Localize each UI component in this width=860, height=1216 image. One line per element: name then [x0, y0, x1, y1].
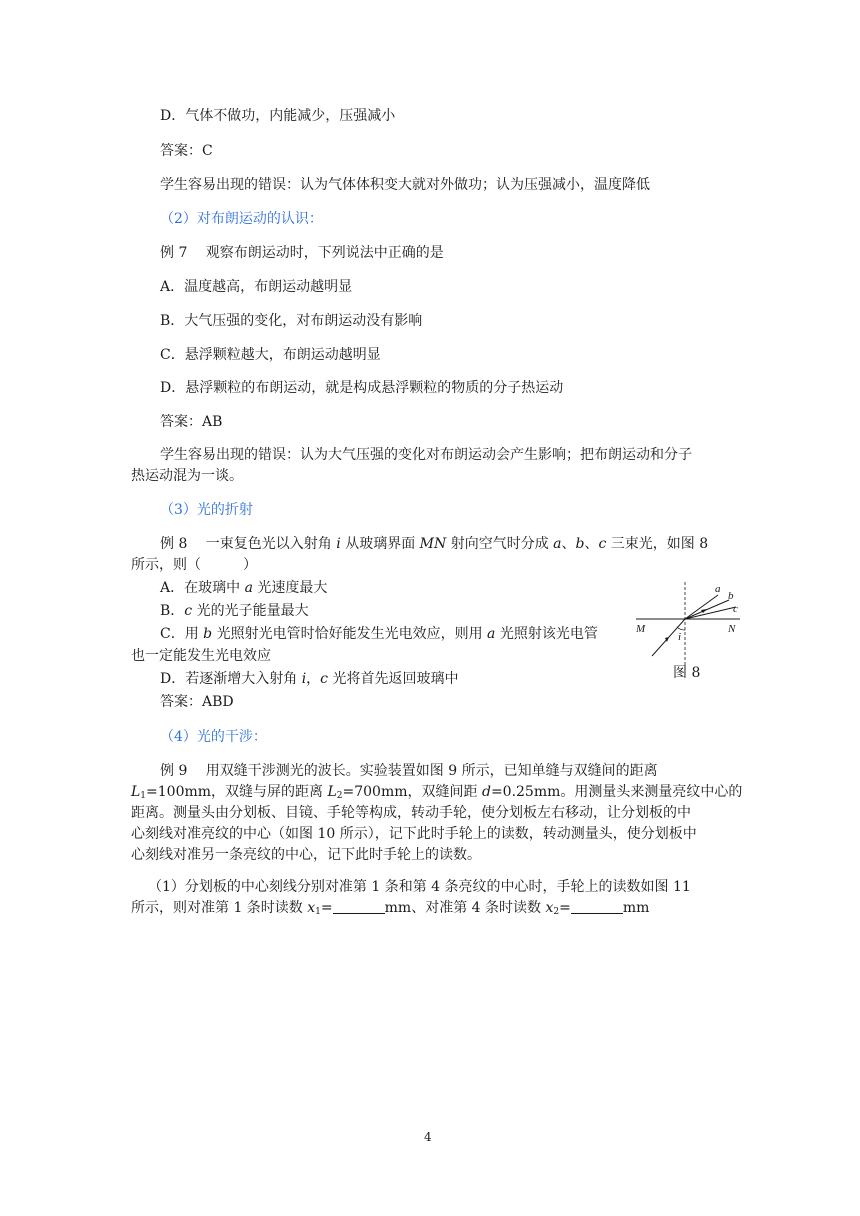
q8-option-text: A．在玻璃中	[160, 580, 245, 596]
q8-stem-text: 、	[584, 536, 599, 552]
section-heading-interference: （4）光的干涉：	[160, 729, 267, 745]
q9-subscript: 1	[140, 791, 147, 801]
ray-arrow-icon	[701, 609, 707, 613]
q9-line3: 距离。测量头由分划板、目镜、手轮等构成，转动手轮，使分划板左右移动，让分划板的中	[131, 805, 691, 821]
q8-option-var: i	[301, 671, 307, 687]
q9-text: mm	[622, 900, 650, 916]
q9-subscript: 2	[553, 907, 560, 917]
q8-var-i: i	[336, 536, 341, 552]
q9-text: =0.25mm。用测量头来测量亮纹中心的	[490, 784, 743, 800]
q8-option-d	[160, 669, 458, 689]
q9-var-x: x	[545, 900, 554, 916]
q9-line4: 心刻线对准亮纹的中心（如图 10 所示），记下此时手轮上的读数，转动测量头，使分划板中	[131, 826, 697, 842]
q9-text: =	[320, 900, 333, 916]
q8-option-text: 光速度最大	[252, 580, 328, 596]
q7-stem: 例 7 观察布朗运动时，下列说法中正确的是	[160, 245, 444, 261]
q7-answer: 答案：AB	[160, 414, 223, 430]
q9-var-x: x	[307, 900, 316, 916]
q9-var-l: L	[131, 784, 141, 800]
q8-var-b: b	[575, 536, 585, 552]
q8-option-var: c	[184, 603, 193, 619]
q9-text: =700mm，双缝间距	[342, 784, 482, 800]
q8-var-c: c	[598, 536, 607, 552]
q9-sub1-line2	[131, 898, 649, 922]
label-i: i	[678, 631, 682, 643]
q8-option-var: a	[244, 580, 253, 596]
label-n: N	[728, 623, 736, 635]
q8-var-a: a	[553, 536, 562, 552]
q6-answer: 答案：C	[160, 143, 213, 159]
q8-option-text: C．用	[160, 626, 204, 642]
q8-stem-text: 三束光，如图 8	[606, 536, 709, 552]
q8-option-b	[160, 601, 309, 621]
q8-option-var: a	[487, 626, 496, 642]
q8-option-c-line2: 也一定能发生光电效应	[131, 648, 271, 664]
q8-stem-line2: 所示，则（ ）	[131, 557, 257, 573]
q8-var-mn: MN	[419, 536, 447, 552]
section-heading-refraction: （3）光的折射	[160, 502, 253, 518]
q7-option-d: D．悬浮颗粒的布朗运动，就是构成悬浮颗粒的物质的分子热运动	[160, 380, 564, 396]
figure-8-caption: 图 8	[673, 665, 701, 681]
section-heading-brownian: （2）对布朗运动的认识：	[160, 211, 323, 227]
label-a: a	[715, 583, 721, 595]
q8-answer: 答案：ABD	[160, 694, 234, 710]
q8-option-text: 光将首先返回玻璃中	[328, 671, 459, 687]
label-m: M	[636, 623, 646, 635]
q8-option-text: 光的光子能量最大	[192, 603, 309, 619]
q8-option-a	[160, 578, 327, 598]
q9-subscript: 1	[315, 907, 321, 917]
q8-stem-line1	[160, 534, 708, 554]
q8-option-var: c	[320, 671, 329, 687]
q8-option-text: ，	[306, 671, 321, 687]
answer-blank-x2[interactable]	[571, 899, 623, 914]
q9-line1: 例 9 用双缝干涉测光的波长。实验装置如图 9 所示，已知单缝与双缝间的距离	[160, 763, 658, 779]
q7-common-mistakes-line1: 学生容易出现的错误：认为大气压强的变化对布朗运动会产生影响；把布朗运动和分子	[160, 447, 692, 463]
q6-option-d: D．气体不做功，内能减少，压强减小	[160, 108, 396, 124]
q7-option-b: B．大气压强的变化，对布朗运动没有影响	[160, 313, 423, 329]
q9-text: 所示，则对准第 1 条时读数	[131, 900, 308, 916]
q8-stem-text: 、	[561, 536, 576, 552]
q8-option-text: 光照射该光电管	[495, 626, 598, 642]
q8-option-text: 光照射光电管时恰好能发生光电效应，则用	[212, 626, 488, 642]
q8-stem-text: 从玻璃界面	[340, 536, 420, 552]
q9-sub1-line1: （1）分划板的中心刻线分别对准第 1 条和第 4 条亮纹的中心时，手轮上的读数如图 11	[148, 879, 691, 895]
q7-option-a: A．温度越高，布朗运动越明显	[160, 279, 353, 295]
q9-var-d: d	[481, 784, 491, 800]
q9-text: =100mm，双缝与屏的距离	[146, 784, 328, 800]
page-number: 4	[424, 1130, 432, 1144]
q9-line5: 心刻线对准另一条亮纹的中心，记下此时手轮上的读数。	[131, 847, 481, 863]
q8-option-var: b	[203, 626, 213, 642]
q6-common-mistakes: 学生容易出现的错误：认为气体体积变大就对外做功；认为压强减小，温度降低	[160, 177, 650, 193]
q7-option-c: C．悬浮颗粒越大，布朗运动越明显	[160, 347, 381, 363]
q7-common-mistakes-line2: 热运动混为一谈。	[131, 468, 243, 484]
q9-text: =	[559, 900, 571, 916]
answer-blank-x1[interactable]	[333, 899, 385, 914]
angle-arc-i	[677, 627, 685, 630]
q9-text: mm、对准第 4 条时读数	[384, 900, 546, 916]
q8-stem-text: 射向空气时分成	[446, 536, 554, 552]
q9-var-l: L	[327, 784, 337, 800]
q8-stem-text: 例 8 一束复色光以入射角	[160, 536, 337, 552]
q9-subscript: 2	[336, 791, 343, 801]
q8-option-text: D．若逐渐增大入射角	[160, 671, 302, 687]
q8-option-text: B．	[160, 603, 185, 619]
label-b: b	[728, 590, 734, 602]
label-c: c	[733, 603, 738, 615]
q8-option-c	[160, 624, 598, 644]
